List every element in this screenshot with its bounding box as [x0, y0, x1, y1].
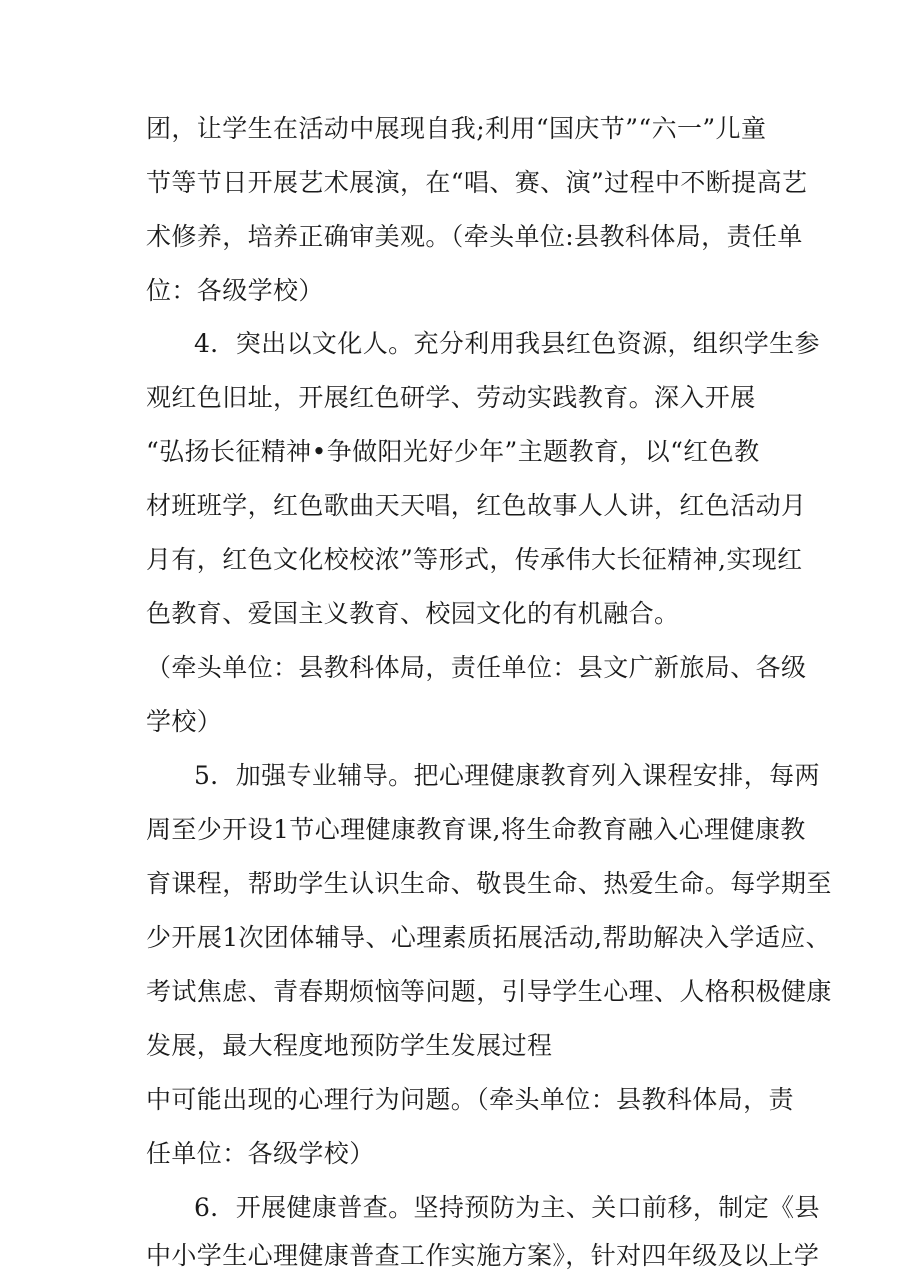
text-line: “弘扬长征精神•争做阳光好少年”主题教育，以“红色教: [146, 437, 760, 466]
text-line: 材班班学，红色歌曲天天唱，红色故事人人讲，红色活动月: [146, 491, 807, 520]
text-line: 考试焦虑、青春期烦恼等问题，引导学生心理、人格积极健康: [146, 977, 832, 1006]
text-line: 少开展1次团体辅导、心理素质拓展活动,帮助解决入学适应、: [146, 923, 832, 952]
text-line: （牵头单位：县教科体局，责任单位：县文广新旅局、各级: [146, 653, 807, 682]
text-line: 任单位：各级学校）: [146, 1139, 375, 1168]
text-line: 周至少开设1节心理健康教育课,将生命教育融入心理健康教: [146, 815, 806, 844]
text-line: 中小学生心理健康普查工作实施方案》，针对四年级及以上学: [146, 1241, 820, 1270]
paragraph-6-start: 6．开展健康普查。坚持预防为主、关口前移，制定《县: [194, 1193, 820, 1222]
paragraph-5-start: 5．加强专业辅导。把心理健康教育列入课程安排，每两: [194, 761, 820, 790]
text-line: 观红色旧址，开展红色研学、劳动实践教育。深入开展: [146, 383, 756, 412]
text-line: 中可能出现的心理行为问题。（牵头单位：县教科体局，责: [146, 1085, 794, 1114]
text-line: 团，让学生在活动中展现自我;利用“国庆节”“六一”儿童: [146, 114, 767, 143]
text-line: 位：各级学校）: [146, 276, 324, 305]
text-line: 发展，最大程度地预防学生发展过程: [146, 1031, 553, 1060]
paragraph-4-start: 4．突出以文化人。充分利用我县红色资源，组织学生参: [194, 329, 820, 358]
text-line: 育课程，帮助学生认识生命、敬畏生命、热爱生命。每学期至: [146, 869, 832, 898]
text-line: 节等节日开展艺术展演，在“唱、赛、演”过程中不断提高艺: [146, 168, 808, 197]
text-line: 术修养，培养正确审美观。（牵头单位:县教科体局，责任单: [146, 222, 803, 251]
text-line: 月有，红色文化校校浓”等形式，传承伟大长征精神,实现红: [146, 545, 803, 574]
text-line: 色教育、爱国主义教育、校园文化的有机融合。: [146, 599, 680, 628]
text-line: 学校）: [146, 707, 223, 736]
